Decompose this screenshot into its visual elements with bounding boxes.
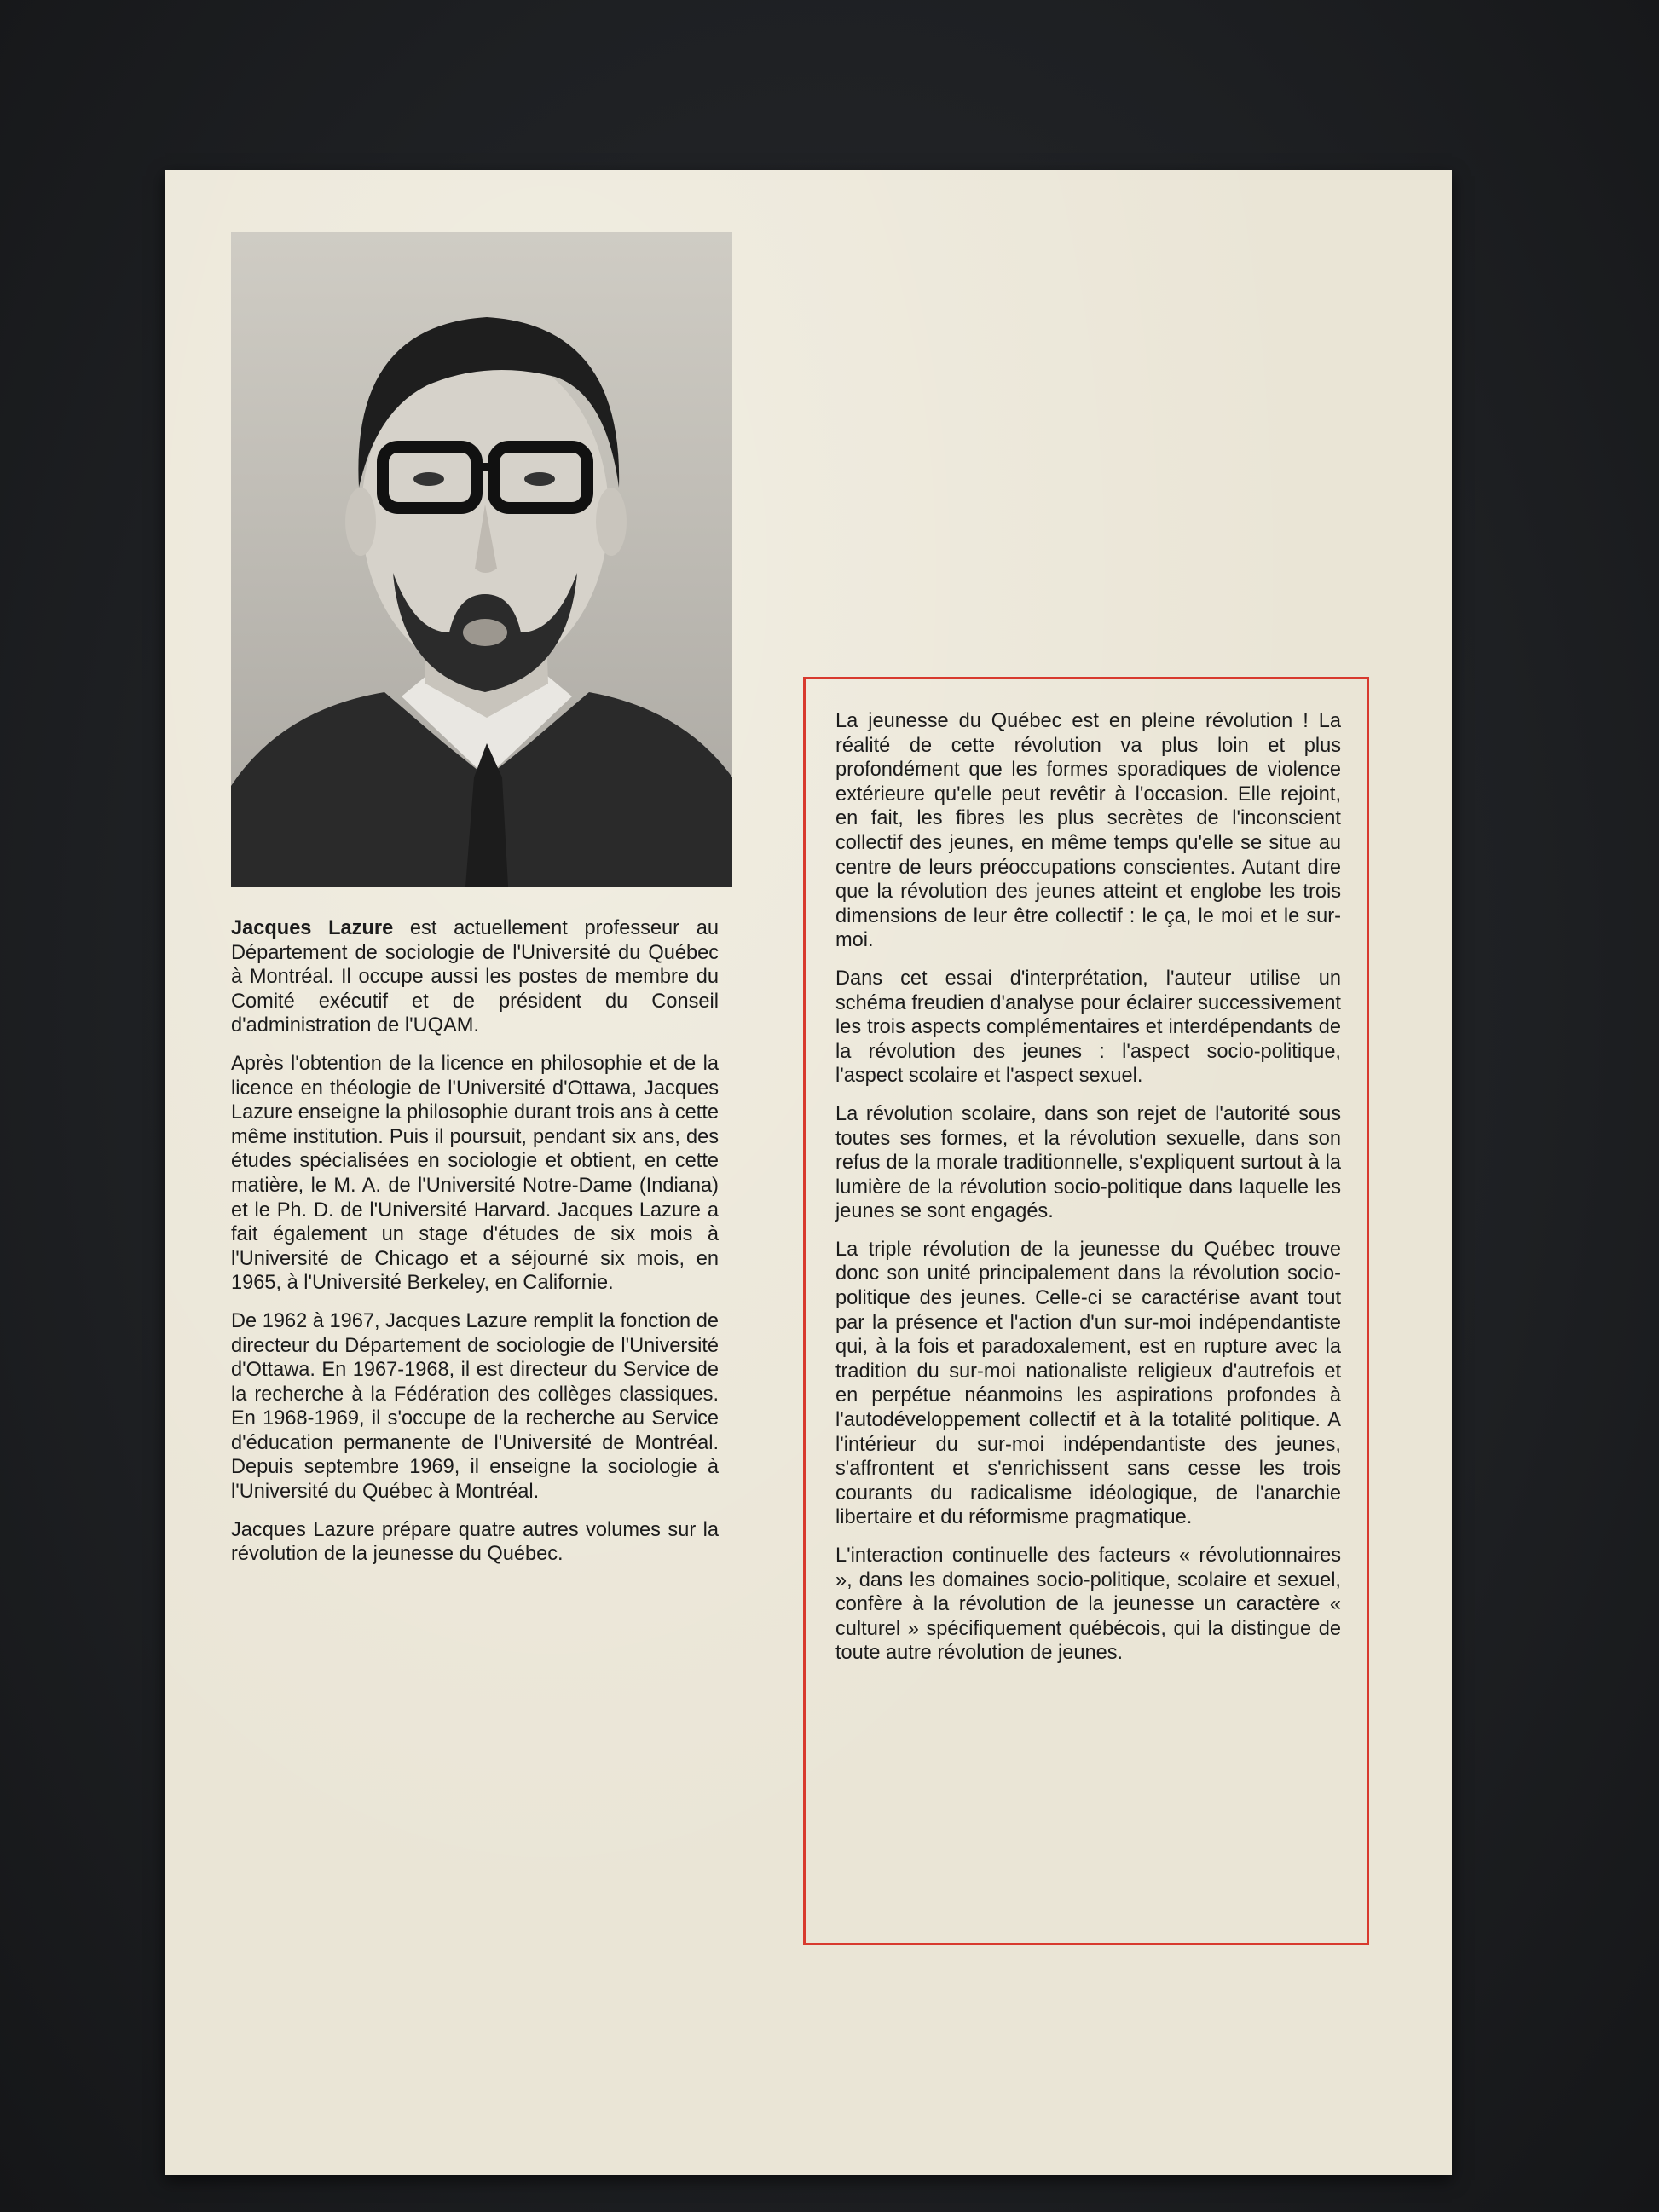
author-photo xyxy=(231,232,732,887)
bio-paragraph-3: De 1962 à 1967, Jacques Lazure remplit la fonction de directeur du Département de sociologie de l'Université d'Ottawa. En 1967-1968, il est directeur du Service de la recherche à la Fédération des collèges classiques. En 1968-1969, il s'occupe de la recherche au Service d'éducation permanente de l'Université de Montréal. Depuis septembre 1969, il enseigne la sociologie à l'Université du Québec à Montréal. xyxy=(231,1309,719,1504)
blurb-paragraph-2: Dans cet essai d'interprétation, l'auteur utilise un schéma freudien d'analyse pour éclairer successivement les trois aspects complémentaires et interdépendants de la révolution des jeunes : l'aspect socio-politique, l'aspect scolaire et l'aspect sexuel. xyxy=(835,967,1341,1088)
book-back-cover xyxy=(165,170,1452,2175)
author-portrait-image xyxy=(231,232,732,887)
blurb-paragraph-1: La jeunesse du Québec est en pleine révolution ! La réalité de cette révolution va plus loin et plus profondément que les formes sporadiques de violence extérieure qu'elle peut revêtir à l'occasion. Elle rejoint, en fait, les fibres les plus secrètes de l'inconscient collectif des jeunes, en même temps qu'elle se situe au centre de leurs préoccupations conscientes. Autant dire que la révolution des jeunes atteint et englobe les trois dimensions de leur être collectif : le ça, le moi et le sur-moi. xyxy=(835,710,1341,952)
book-blurb xyxy=(835,709,1341,1679)
blurb-paragraph-5: L'interaction continuelle des facteurs « révolutionnaires », dans les domaines socio-politique, scolaire et sexuel, confère à la révolution de la jeunesse un caractère « culturel » spécifiquement québécois, qui la distingue de toute autre révolution de jeunes. xyxy=(835,1545,1341,1665)
bio-paragraph-2: Après l'obtention de la licence en philosophie et de la licence en théologie de l'Université d'Ottawa, Jacques Lazure enseigne la philosophie durant trois ans à cette même institution. Puis il poursuit, pendant six ans, des études spécialisées en sociologie et obtient, en cette matière, le M. A. de l'Université Notre-Dame (Indiana) et le Ph. D. de l'Université Harvard. Jacques Lazure a fait également un stage d'études de six mois à l'Université de Chicago et a séjourné six mois, en 1965, à l'Université Berkeley, en Californie. xyxy=(231,1052,719,1295)
blurb-paragraph-3: La révolution scolaire, dans son rejet de l'autorité sous toutes ses formes, et la révolution sexuelle, dans son refus de la morale traditionnelle, s'expliquent surtout à la lumière de la révolution socio-politique dans laquelle les jeunes se sont engagés. xyxy=(835,1102,1341,1223)
bio-paragraph-4: Jacques Lazure prépare quatre autres volumes sur la révolution de la jeunesse du Québec. xyxy=(231,1518,719,1566)
bio-paragraph-1-text: est actuellement professeur au Département de sociologie de l'Université du Québec à Montréal. Il occupe aussi les postes de membre du Comité exécutif et de président du Conseil d'administration de l'UQAM. xyxy=(231,917,719,1037)
author-biography xyxy=(231,916,719,1580)
bio-paragraph-1 xyxy=(231,916,719,1038)
author-name: Jacques Lazure xyxy=(231,917,394,939)
blurb-paragraph-4: La triple révolution de la jeunesse du Québec trouve donc son unité principalement dans la révolution socio-politique des jeunes. Celle-ci se caractérise avant tout par la présence et l'action d'un sur-moi indépendantiste qui, à la fois et paradoxalement, est en rupture avec la tradition du sur-moi nationaliste religieux d'autrefois et en perpétue néanmoins les aspirations profondes à l'autodéveloppement collectif et à la totalité politique. A l'intérieur du sur-moi indépendantiste des jeunes, s'affrontent et s'enrichissent sans cesse les trois courants du radicalisme idéologique, de l'anarchie libertaire et du réformisme pragmatique. xyxy=(835,1238,1341,1529)
